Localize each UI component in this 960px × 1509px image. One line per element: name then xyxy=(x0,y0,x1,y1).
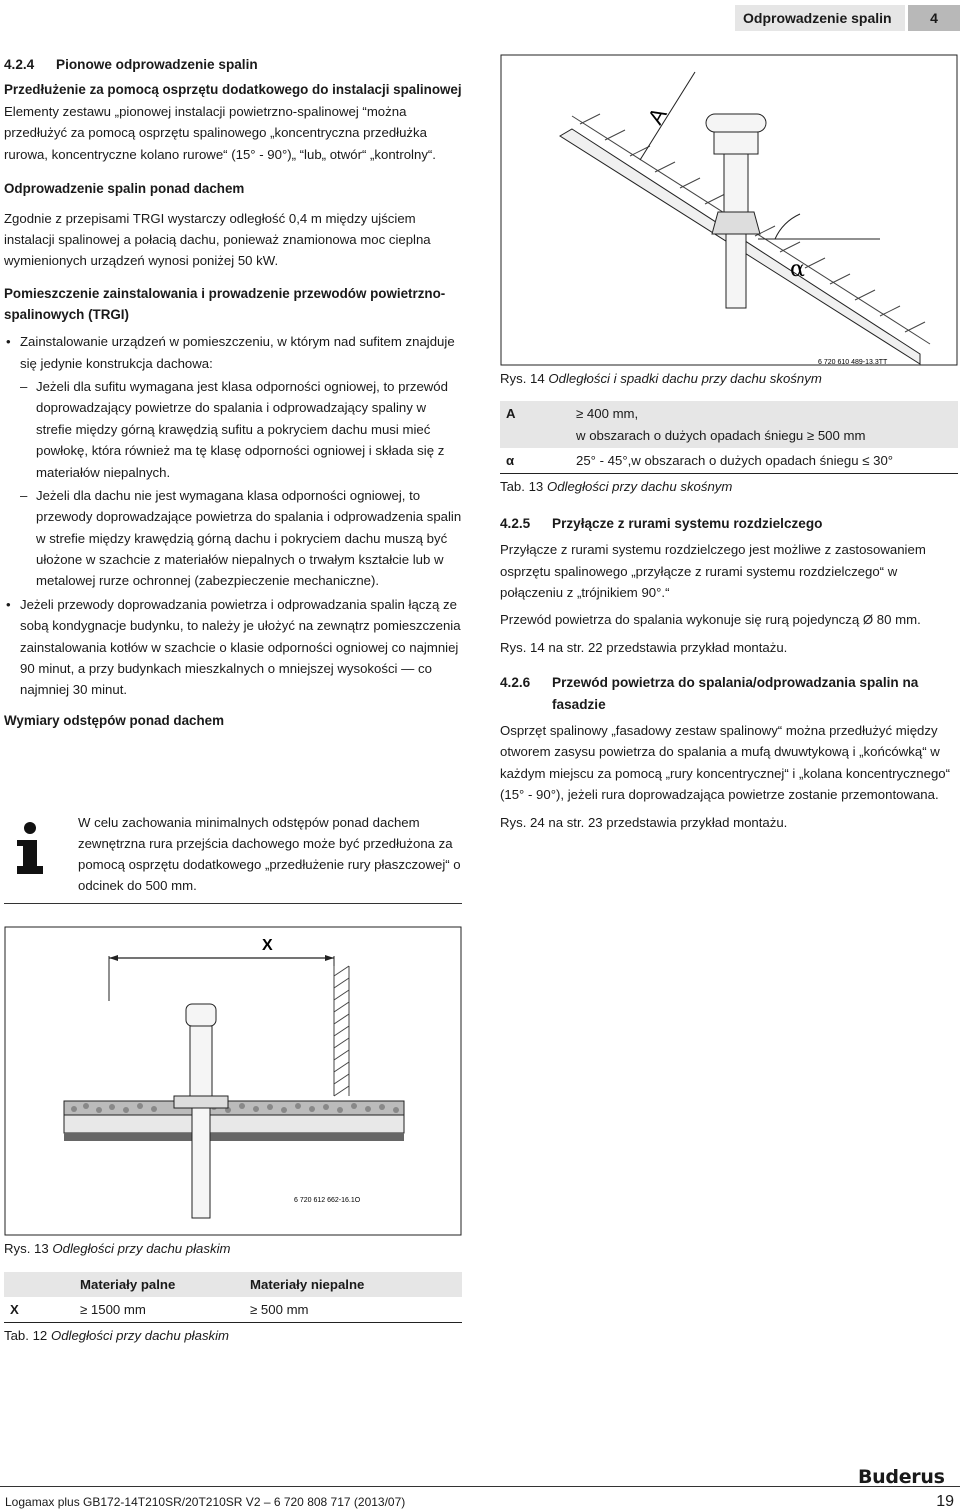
table-caption-13 xyxy=(500,476,958,497)
caption-text: Odległości przy dachu płaskim xyxy=(52,1241,231,1256)
subheading-above-roof: Odprowadzenie spalin ponad dachem xyxy=(4,180,245,196)
figure-code: 6 720 610 489-13.3TT xyxy=(818,359,888,366)
list-item: • Jeżeli przewody doprowadzania powietrza i odprowadzania spalin łączą ze sobą kondygnacje budynku, to należy je ułożyć na zewnątrz pomieszczenia zainstalowania kotłów w szachcie o klasie odporności ogniowej co najmniej 90 minut, a przy budynkach mieszkalnych o mniejszej wysokości — co najmniej 30 minut. xyxy=(4,594,462,701)
note-text: W celu zachowania minimalnych odstępów ponad dachem zewnętrzna rura przejścia dachowego może być przedłużona za pomocą osprzętu dodatkowego „przedłużenie rury płaszczowej“ o odcinek do 500 mm. xyxy=(78,815,461,894)
section-heading-4-2-5 xyxy=(500,513,958,535)
caption-number: Rys. 13 xyxy=(4,1241,49,1256)
info-icon xyxy=(8,816,52,882)
page-header xyxy=(0,0,960,32)
figure-caption-13 xyxy=(4,1238,231,1259)
table-header: Materiały niepalne xyxy=(250,1277,365,1292)
footer-document-id: Logamax plus GB172-14T210SR/20T210SR V2 – 6 720 808 717 (2013/07) xyxy=(5,1495,406,1509)
sloped-roof-drawing xyxy=(500,54,958,366)
table-cell: ≥ 400 mm, w obszarach o dużych opadach śniegu ≥ 500 mm xyxy=(576,406,866,443)
dimension-x-label: X xyxy=(262,937,273,954)
header-chapter-number: 4 xyxy=(908,5,960,31)
list-item: – Jeżeli dla sufitu wymagana jest klasa odporności ogniowej, to przewód doprowadzający powietrze do spalania i odprowadzający spaliny w strefie między górną krawędzią sufitu a pokryciem dachu musi mieć powłokę, która również ma tę klasę odporności ogniowej i składa się z materiałów niepalnych. xyxy=(20,376,462,483)
subheading-extension: Przedłużenie za pomocą osprzętu dodatkowego do instalacji spalinowej xyxy=(4,82,462,98)
cell-value: 400 mm, xyxy=(586,406,639,422)
list-item xyxy=(4,331,462,592)
bullet-text: Zainstalowanie urządzeń w pomieszczeniu, w którym nad sufitem znajduje się jedynie konstrukcja dachowa: xyxy=(20,334,455,371)
table-cell: 25° - 45°,w obszarach o dużych opadach śniegu ≤ 30° xyxy=(576,452,894,468)
cell-value: 500 mm xyxy=(260,1302,309,1318)
section-number: 4.2.4 xyxy=(4,57,35,72)
figure-caption-14 xyxy=(500,368,958,389)
list-item: – Jeżeli dla dachu nie jest wymagana klasa odporności ogniowej, to przewody doprowadzające powietrza do spalania i odprowadzenia spalin w strefie między krawędzią górną dachu i pokryciem dachu muszą być ułożone w szachcie z materiałów niepalnych o trwałym kształcie lub w metalowej rurze ochronnej (zabezpieczenie mechaniczne). xyxy=(20,485,462,592)
header-title: Odprowadzenie spalin xyxy=(735,5,905,31)
table-row-label: α xyxy=(506,452,515,468)
page-number: 19 xyxy=(936,1493,954,1509)
sloped-roof-table xyxy=(500,401,958,473)
table-caption-12 xyxy=(4,1325,462,1346)
section-number: 4.2.6 xyxy=(500,675,531,691)
paragraph-extension: Elementy zestawu „pionowej instalacji powietrzno-spalinowej “można przedłużyć za pomocą osprzętu spalinowego „koncentryczna przedłużka rurowa, koncentryczne kolano rurowe“ (15° - 90°)„ “lub„ otwór“ „kontrolny“. xyxy=(4,103,436,162)
section-title: Pionowe odprowadzenie spalin xyxy=(56,57,258,72)
info-note xyxy=(4,812,462,904)
paragraph: Przewód powietrza do spalania wykonuje się rurą pojedynczą Ø 80 mm. xyxy=(500,612,921,628)
buderus-logo: Buderus xyxy=(858,1466,945,1488)
section-heading-4-2-6 xyxy=(500,672,958,716)
cell-value: 30° xyxy=(873,452,894,468)
caption-number: Tab. 12 xyxy=(4,1328,48,1344)
section-title: Przyłącze z rurami systemu rozdzielczego xyxy=(552,516,823,532)
table-cell: ≥ 1500 mm xyxy=(80,1302,146,1318)
cell-value: 1500 mm xyxy=(90,1302,146,1318)
section-number: 4.2.5 xyxy=(500,516,531,532)
cell-value: w obszarach o dużych opadach śniegu xyxy=(576,427,804,443)
angle-alpha-label: α xyxy=(790,257,805,282)
dimension-a-label: A xyxy=(642,103,672,129)
cell-value: 500 mm xyxy=(817,427,866,443)
page-footer xyxy=(0,1486,960,1509)
cell-value: 25° - 45°,w obszarach o dużych opadach śniegu xyxy=(576,452,859,468)
caption-text: Odległości i spadki dachu przy dachu skośnym xyxy=(548,371,822,386)
paragraph: Rys. 24 na str. 23 przedstawia przykład montażu. xyxy=(500,814,788,830)
caption-text: Odległości przy dachu płaskim xyxy=(50,1328,230,1344)
flat-roof-figure xyxy=(4,926,462,1236)
caption-number: Tab. 13 xyxy=(500,478,544,494)
section-title: Przewód powietrza do spalania/odprowadzania spalin na fasadzie xyxy=(552,675,919,713)
table-row-label: X xyxy=(10,1302,19,1318)
table-header: Materiały palne xyxy=(80,1277,176,1292)
subheading-dimensions: Wymiary odstępów ponad dachem xyxy=(4,712,224,728)
table-row-label: A xyxy=(506,406,516,422)
paragraph: Osprzęt spalinowy „fasadowy zestaw spalinowy“ można przedłużyć między otworem zasysu powietrza do spalania a mufą dwuwtykową i „końcówką“ w każdym miejscu za pomocą „rury koncentrycznej“ i „kolana koncentrycznego“ (15° - 90°), jeżeli rura doprowadzająca powietrze zostanie przemontowana. xyxy=(500,723,951,803)
paragraph-above-roof: Zgodnie z przepisami TRGI wystarczy odległość 0,4 m między ujściem instalacji spalinowej a połacią dachu, ponieważ znamionowa moc cieplna wymienionych urządzeń wynosi poniżej 50 kW. xyxy=(4,210,431,269)
flat-roof-table xyxy=(4,1272,462,1323)
figure-code: 6 720 612 662-16.1O xyxy=(294,1197,361,1204)
caption-number: Rys. 14 xyxy=(500,371,545,386)
paragraph: Przyłącze z rurami systemu rozdzielczego jest możliwe z zastosowaniem osprzętu spalinowego „przyłącze z rurami systemu rozdzielczego“ w połączeniu z „trójnikiem 90°.“ xyxy=(500,542,926,600)
flat-roof-drawing xyxy=(4,926,462,1236)
subheading-trgi: Pomieszczenie zainstalowania i prowadzenie przewodów powietrzno-spalinowych (TRGI) xyxy=(4,285,446,322)
right-column xyxy=(500,368,958,839)
section-heading-4-2-4 xyxy=(4,54,462,76)
dash-list xyxy=(20,376,462,592)
sloped-roof-figure xyxy=(500,54,958,366)
table-12 xyxy=(4,1272,462,1347)
caption-text: Odległości przy dachu skośnym xyxy=(546,478,733,494)
table-cell: ≥ 500 mm xyxy=(250,1302,309,1318)
left-column xyxy=(4,54,462,731)
paragraph: Rys. 14 na str. 22 przedstawia przykład montażu. xyxy=(500,639,788,655)
bullet-list xyxy=(4,331,462,700)
